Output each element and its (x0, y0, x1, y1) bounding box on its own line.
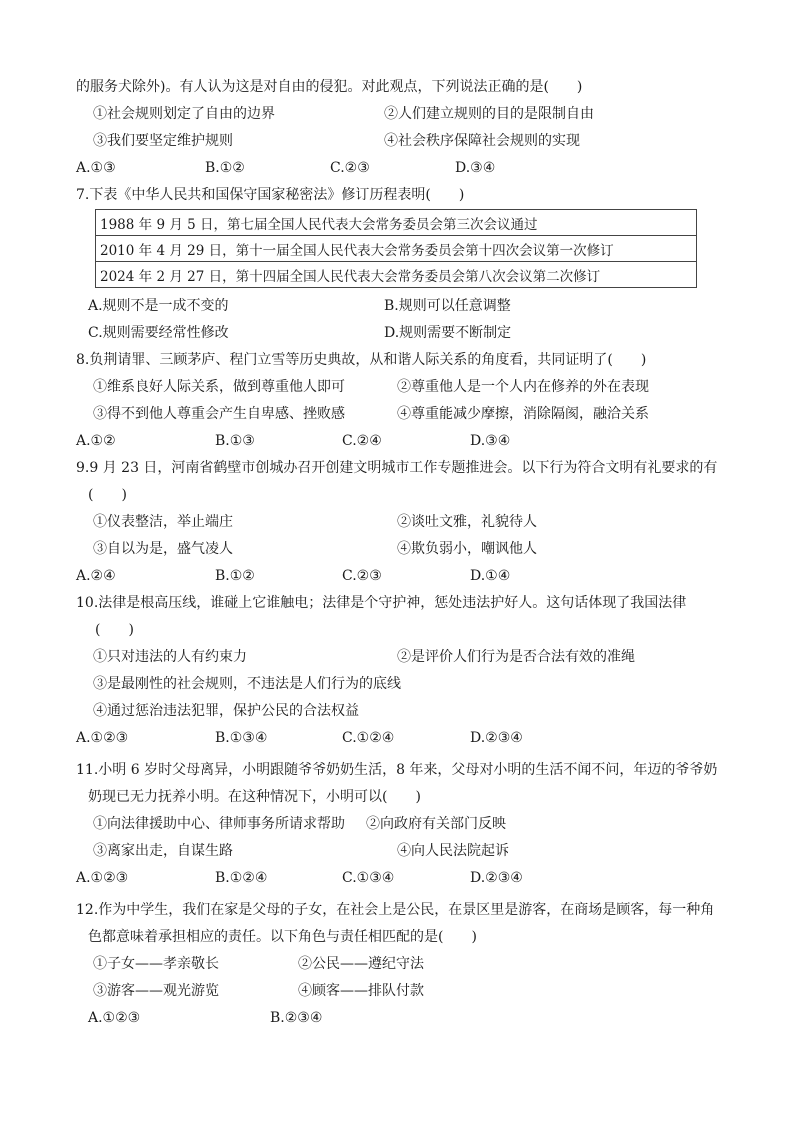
q6-choice-a: A.①③ (76, 160, 116, 176)
q6-choice-b: B.①② (205, 160, 245, 176)
q10-item-2: ②是评价人们行为是否合法有效的准绳 (397, 649, 635, 665)
q11-item-2: ②向政府有关部门反映 (366, 816, 506, 832)
q7-table-row: 1988 年 9 月 5 日，第七届全国人民代表大会常务委员会第三次会议通过 (96, 210, 697, 236)
q6-item-1: ①社会规则划定了自由的边界 (93, 106, 275, 122)
q9-stem-line2: ( ) (88, 487, 127, 503)
q7-choice-d: D.规则需要不断制定 (384, 325, 512, 341)
q7-choice-c: C.规则需要经常性修改 (88, 325, 229, 341)
q11-stem-line1: 11.小明 6 岁时父母离异，小明跟随爷爷奶奶生活，8 年来，父母对小明的生活不闻不问，年迈的爷爷奶 (76, 762, 718, 778)
q12-item-3: ③游客——观光游览 (93, 983, 219, 999)
q11-item-4: ④向人民法院起诉 (397, 843, 509, 859)
q8-item-4: ④尊重能减少摩擦，消除隔阂，融洽关系 (397, 406, 649, 422)
q7-table (95, 209, 697, 288)
q6-choice-c: C.②③ (330, 160, 370, 176)
q8-item-3: ③得不到他人尊重会产生自卑感、挫败感 (93, 406, 345, 422)
q12-choice-b: B.②③④ (270, 1010, 323, 1026)
q9-item-1: ①仪表整洁，举止端庄 (93, 514, 233, 530)
q8-item-1: ①维系良好人际关系，做到尊重他人即可 (93, 379, 345, 395)
q10-stem-line2: ( ) (95, 622, 134, 638)
q9-choice-a: A.②④ (76, 568, 116, 584)
q10-choice-c: C.①②④ (342, 730, 395, 746)
q8-choice-c: C.②④ (342, 433, 382, 449)
q7-table-row: 2010 年 4 月 29 日，第十一届全国人民代表大会常务委员会第十四次会议第一次修订 (96, 236, 697, 262)
q8-item-2: ②尊重他人是一个人内在修养的外在表现 (397, 379, 649, 395)
q12-item-4: ④顾客——排队付款 (298, 983, 424, 999)
q9-choice-d: D.①④ (470, 568, 511, 584)
q6-item-4: ④社会秩序保障社会规则的实现 (384, 133, 580, 149)
q8-stem: 8.负荆请罪、三顾茅庐、程门立雪等历史典故，从和谐人际关系的角度看，共同证明了( ) (76, 352, 647, 368)
q10-item-1: ①只对违法的人有约束力 (93, 649, 247, 665)
q8-choice-a: A.①② (76, 433, 116, 449)
q7-choice-b: B.规则可以任意调整 (384, 298, 511, 314)
q9-item-4: ④欺负弱小，嘲讽他人 (397, 541, 537, 557)
q10-choice-b: B.①③④ (215, 730, 268, 746)
q12-item-2: ②公民——遵纪守法 (298, 956, 424, 972)
q10-item-4: ④通过惩治违法犯罪，保护公民的合法权益 (93, 703, 359, 719)
q12-stem-line2: 色都意味着承担相应的责任。以下角色与责任相匹配的是( ) (88, 929, 477, 945)
q11-choice-c: C.①③④ (342, 870, 395, 886)
q12-item-1: ①子女——孝亲敬长 (93, 956, 219, 972)
q9-choice-b: B.①② (215, 568, 255, 584)
q9-item-3: ③自以为是，盛气凌人 (93, 541, 233, 557)
q7-stem: 7.下表《中华人民共和国保守国家秘密法》修订历程表明( ) (76, 187, 465, 203)
q9-choice-c: C.②③ (342, 568, 382, 584)
q11-choice-b: B.①②④ (215, 870, 268, 886)
q9-item-2: ②谈吐文雅，礼貌待人 (397, 514, 537, 530)
q12-choice-a: A.①②③ (88, 1010, 141, 1026)
q11-item-1: ①向法律援助中心、律师事务所请求帮助 (93, 816, 345, 832)
q11-choice-d: D.②③④ (470, 870, 523, 886)
q6-stem-tail: 的服务犬除外)。有人认为这是对自由的侵犯。对此观点，下列说法正确的是( ) (76, 79, 583, 95)
q6-choice-d: D.③④ (455, 160, 496, 176)
q10-choice-a: A.①②③ (76, 730, 129, 746)
q11-stem-line2: 奶现已无力抚养小明。在这种情况下，小明可以( ) (88, 789, 421, 805)
q10-stem-line1: 10.法律是根高压线，谁碰上它谁触电；法律是个守护神，惩处违法护好人。这句话体现了我国法律 (76, 595, 687, 611)
q8-choice-b: B.①③ (215, 433, 255, 449)
q6-item-3: ③我们要坚定维护规则 (93, 133, 233, 149)
q8-choice-d: D.③④ (470, 433, 511, 449)
q9-stem-line1: 9.9 月 23 日，河南省鹤壁市创城办召开创建文明城市工作专题推进会。以下行为符合文明有礼要求的有 (76, 460, 718, 476)
q11-item-3: ③离家出走，自谋生路 (93, 843, 233, 859)
q11-choice-a: A.①②③ (76, 870, 129, 886)
q10-choice-d: D.②③④ (470, 730, 523, 746)
q7-choice-a: A.规则不是一成不变的 (88, 298, 229, 314)
q10-item-3: ③是最刚性的社会规则，不违法是人们行为的底线 (93, 676, 401, 692)
q12-stem-line1: 12.作为中学生，我们在家是父母的子女，在社会上是公民，在景区里是游客，在商场是顾客，每一种角 (76, 902, 715, 918)
q6-item-2: ②人们建立规则的目的是限制自由 (384, 106, 594, 122)
q7-table-row: 2024 年 2 月 27 日，第十四届全国人民代表大会常务委员会第八次会议第二次修订 (96, 262, 697, 288)
